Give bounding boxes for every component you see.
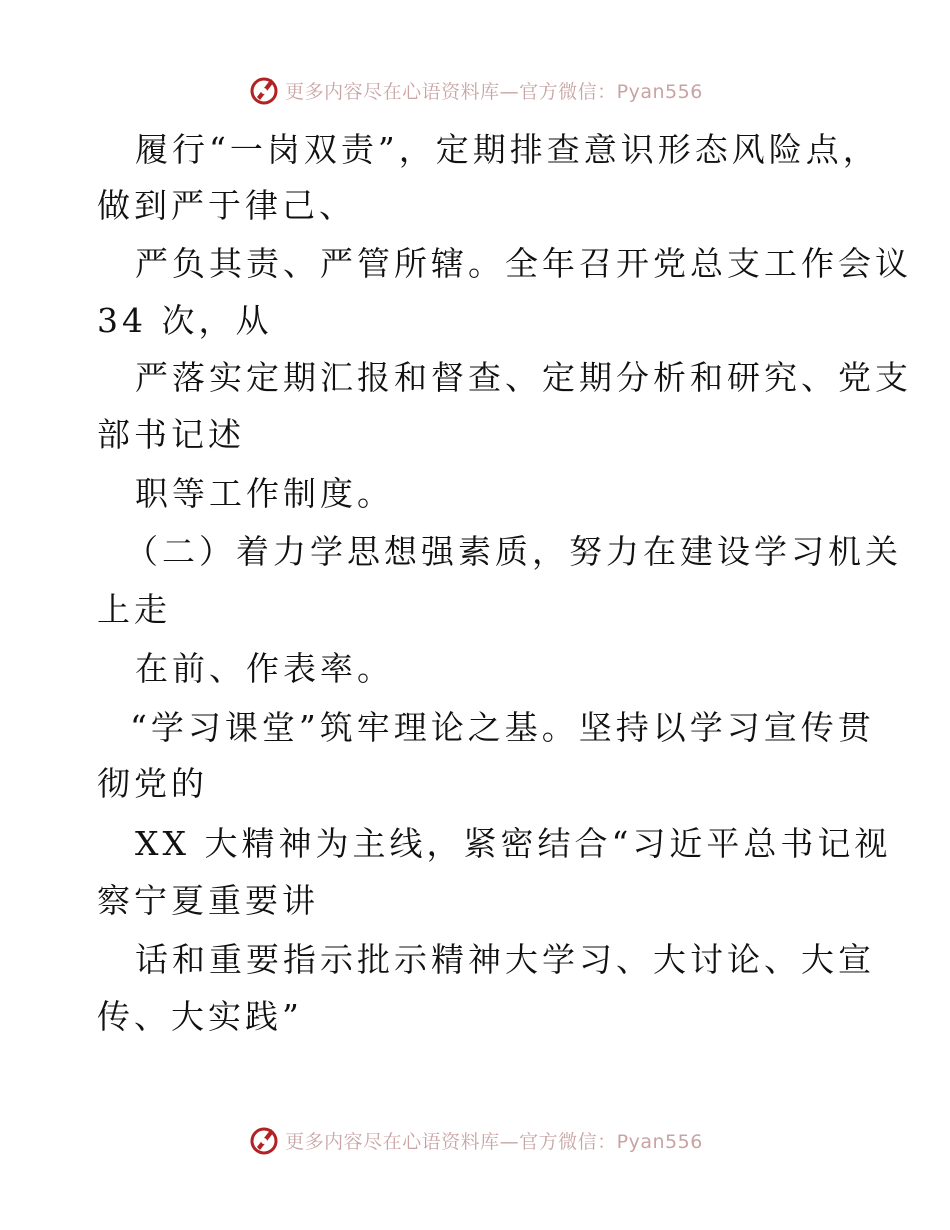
text-line: 严落实定期汇报和督查、定期分析和研究、党支: [135, 358, 912, 397]
text-line: XX 大精神为主线，紧密结合“习近平总书记视: [135, 824, 892, 863]
text-line: 在前、作表率。: [135, 649, 394, 688]
footer-watermark: [0, 1120, 950, 1160]
text-line: 部书记述: [97, 415, 245, 454]
text-line: 传、大实践”: [97, 997, 303, 1036]
red-quill-circle-icon: [247, 1123, 281, 1157]
watermark-text: 更多内容尽在心语资料库—官方微信：Pyan556: [285, 1130, 703, 1153]
text-line: 职等工作制度。: [135, 474, 394, 513]
text-line: 做到严于律己、: [97, 186, 356, 225]
text-line: 察宁夏重要讲: [97, 881, 319, 920]
watermark-text: 更多内容尽在心语资料库—官方微信：Pyan556: [285, 80, 703, 103]
text-line: 彻党的: [97, 764, 208, 803]
section-heading: （二）着力学思想强素质，努力在建设学习机关: [125, 532, 902, 571]
text-line: “学习课堂”筑牢理论之基。坚持以学习宣传贯: [130, 708, 875, 747]
text-line: 话和重要指示批示精神大学习、大讨论、大宣: [135, 940, 875, 979]
text-line: 履行“一岗双责”，定期排查意识形态风险点，: [135, 130, 880, 169]
header-watermark: [0, 70, 950, 110]
red-quill-circle-icon: [247, 73, 281, 107]
text-line: 严负其责、严管所辖。全年召开党总支工作会议: [135, 244, 912, 283]
text-line: 上走: [97, 590, 171, 629]
text-line: 34 次，从: [97, 301, 273, 340]
